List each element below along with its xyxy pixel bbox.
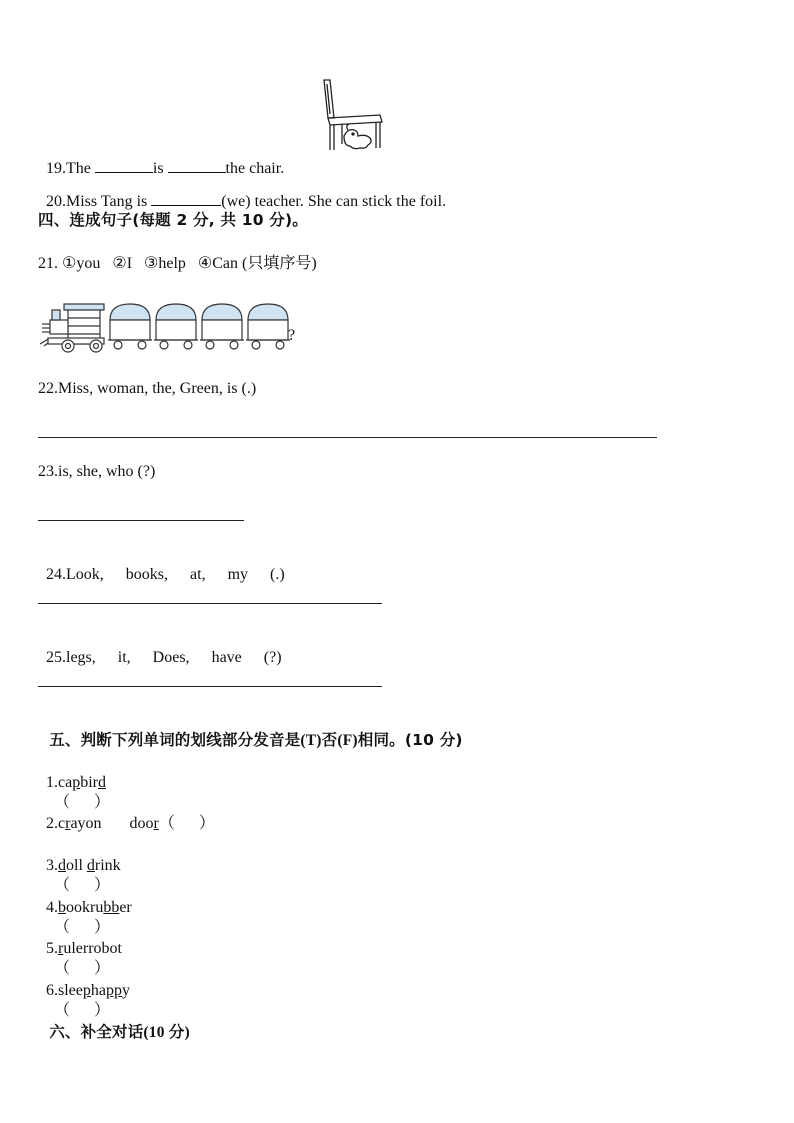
- question-21: 21. ①you ②I ③help ④Can (只填序号): [38, 255, 317, 272]
- word-part: ulerr: [63, 940, 94, 957]
- phonics-item: [38, 794, 215, 834]
- answer-line-25[interactable]: [38, 686, 382, 687]
- title-part: 否: [321, 731, 338, 749]
- word-chip: (.): [270, 566, 285, 583]
- answer-line-22[interactable]: [38, 437, 657, 438]
- underlined-letters: r: [153, 815, 159, 832]
- word-part: y: [121, 982, 130, 999]
- answer-parentheses[interactable]: （ ）: [54, 1002, 111, 1019]
- question-mark: ?: [288, 327, 296, 344]
- item-number: 4.: [46, 899, 58, 916]
- item-number: 6.: [46, 982, 58, 999]
- item-number: 2.: [46, 815, 58, 832]
- answer-line-24[interactable]: [38, 603, 382, 604]
- title-part: (10 分): [143, 1024, 190, 1041]
- answer-line-23[interactable]: [38, 520, 244, 521]
- question-text: Miss Tang is: [66, 193, 148, 210]
- item-number: 1.: [46, 774, 58, 791]
- question-22: 22.Miss, woman, the, Green, is (.): [38, 380, 257, 397]
- word-part: ha: [90, 982, 106, 999]
- question-number: 24.: [46, 566, 66, 583]
- answer-parentheses[interactable]: （ ）: [158, 815, 215, 832]
- answer-parentheses[interactable]: （ ）: [54, 877, 111, 894]
- question-25: [38, 628, 282, 668]
- answer-parentheses[interactable]: （ ）: [54, 794, 111, 811]
- title-part: 五、判断下列单词的划线部分发音是: [49, 731, 301, 749]
- word-part: ca: [58, 774, 73, 791]
- question-23: 23.is, she, who (?): [38, 463, 156, 480]
- chair-dog-picture: [320, 78, 386, 154]
- word-chip: it,: [117, 649, 131, 666]
- title-part: (T): [300, 732, 322, 749]
- word-part: er: [119, 899, 132, 916]
- word-part: slee: [58, 982, 83, 999]
- question-number: 25.: [46, 649, 66, 666]
- question-24: [38, 545, 285, 585]
- word-chip: books,: [125, 566, 169, 583]
- underlined-letters: b: [58, 899, 66, 916]
- train-picture: [38, 298, 308, 356]
- word-chip: my: [227, 566, 249, 583]
- section-6-title: [38, 1002, 190, 1043]
- word-chip: Does,: [152, 649, 190, 666]
- word-part: ayon doo: [70, 815, 154, 832]
- question-text: (we) teacher. She can stick the foil.: [221, 193, 447, 210]
- question-20: [38, 171, 446, 212]
- answer-parentheses[interactable]: （ ）: [54, 919, 111, 936]
- title-part: (F): [337, 732, 358, 749]
- word-chip: at,: [190, 566, 206, 583]
- answer-parentheses[interactable]: （ ）: [54, 960, 111, 977]
- word-part: ookru: [66, 899, 104, 916]
- section-4-title: 四、连成句子(每题 2 分, 共 10 分)。: [38, 211, 308, 229]
- underlined-letters: pp: [105, 982, 122, 999]
- title-part: 相同。(10 分): [357, 731, 463, 749]
- underlined-letters: d: [86, 857, 95, 874]
- underlined-letters: d: [58, 857, 66, 874]
- answer-blank[interactable]: [151, 191, 221, 206]
- underlined-letters: d: [97, 774, 106, 791]
- word-part: obot: [93, 940, 122, 957]
- word-part: bir: [80, 774, 98, 791]
- underlined-letters: p: [72, 774, 81, 791]
- word-part: c: [58, 815, 66, 832]
- title-part: 六、补全对话: [49, 1023, 144, 1041]
- question-number: 19.: [46, 160, 66, 177]
- item-number: 3.: [46, 857, 58, 874]
- question-word: the chair.: [225, 160, 285, 177]
- underlined-letters: bb: [103, 899, 120, 916]
- word-chip: Look,: [66, 566, 104, 583]
- word-chip: legs,: [66, 649, 96, 666]
- question-word: The: [66, 160, 91, 177]
- underlined-letters: r: [58, 940, 64, 957]
- question-word: is: [152, 160, 164, 177]
- item-number: 5.: [46, 940, 58, 957]
- question-number: 20.: [46, 193, 66, 210]
- word-chip: have: [211, 649, 242, 666]
- underlined-letters: p: [82, 982, 91, 999]
- underlined-letters: r: [65, 815, 71, 832]
- word-part: rink: [94, 857, 121, 874]
- section-5-title: [38, 710, 463, 751]
- word-chip: (?): [263, 649, 282, 666]
- word-part: oll: [66, 857, 87, 874]
